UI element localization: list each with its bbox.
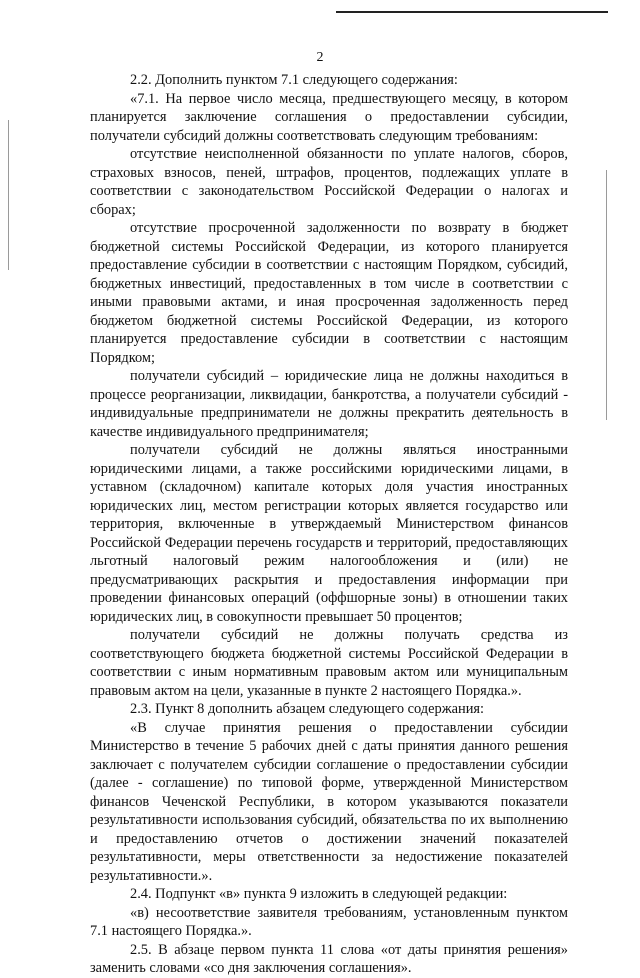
right-margin-scan-mark xyxy=(606,170,607,420)
page-number: 2 xyxy=(316,50,324,65)
paragraph-no-other-funds: получатели субсидий не должны получать средства из соответствующего бюджета бюджетной системы Российской Федерации в соответствии с иным нормативным правовым актом или муниципальным правовым актом на цели, указанные в пункте 2 настоящего Порядка.». xyxy=(90,627,568,699)
paragraph-no-overdue-debt: отсутствие просроченной задолженности по возврату в бюджет бюджетной системы Российской Федерации, из которого планируется предоставление субсидии в соответствии с настоящим Порядком, субсидий, бюджетных инвестиций, предоставленных в том числе в соответствии с иными правовыми актами, и иная просроченная задолженность перед бюджетом бюджетной системы Российской Федерации, из которого планируется предоставление субсидии в соответствии с настоящим Порядком; xyxy=(90,220,568,366)
paragraph-2-5: 2.5. В абзаце первом пункта 11 слова «от даты принятия решения» заменить словами «со дня заключения соглашения». xyxy=(90,941,568,976)
document-body xyxy=(90,71,568,978)
paragraph-not-foreign-entity: получатели субсидий не должны являться иностранными юридическими лицами, а также российскими юридическими лицами, в уставном (складочном) капитале которых доля участия иностранных юридических лиц, местом регистрации которых является государство или территория, включенные в утверждаемый Министерством финансов Российской Федерации перечень государств и территорий, предоставляющих льготный налоговый режим налогообложения и (или) не предусматривающих раскрытия и предоставления информации при проведении финансовых операций (оффшорные зоны) в отношении таких юридических лиц, в совокупности превышает 50 процентов; xyxy=(90,442,568,625)
paragraph-subpoint-v: «в) несоответствие заявителя требованиям, установленным пунктом 7.1 настоящего Порядка.». xyxy=(90,904,568,939)
paragraph-2-3: 2.3. Пункт 8 дополнить абзацем следующего содержания: xyxy=(130,701,485,717)
paragraph-no-reorganization: получатели субсидий – юридические лица не должны находиться в процессе реорганизации, ликвидации, банкротства, а получатели субсидий - индивидуальные предприниматели не должны прекратить деятельность в качестве индивидуального предпринимателя; xyxy=(90,368,568,440)
paragraph-2-4: 2.4. Подпункт «в» пункта 9 изложить в следующей редакции: xyxy=(130,886,508,902)
top-rule xyxy=(336,11,608,13)
left-margin-scan-mark xyxy=(8,120,9,270)
paragraph-no-tax-debt: отсутствие неисполненной обязанности по уплате налогов, сборов, страховых взносов, пеней, штрафов, процентов, подлежащих уплате в соответствии с законодательством Российской Федерации о налогах и сборах; xyxy=(90,146,568,218)
paragraph-7-1-intro: «7.1. На первое число месяца, предшествующего месяцу, в котором планируется заключение соглашения о предоставлении субсидии, получатели субсидий должны соответствовать следующим требованиям: xyxy=(90,90,568,144)
paragraph-agreement-quote: «В случае принятия решения о предоставлении субсидии Министерство в течение 5 рабочих дней с даты принятия данного решения заключает с получателем субсидии соглашение о предоставлении субсидии (далее - соглашение) по типовой форме, утвержденной Министерством финансов Чеченской Республики, в котором указываются показатели результативности использования субсидий, обязательства по их выполнению и предоставлению отчетов о достижении значений показателей результативности, меры ответственности за недостижение показателей результативности.». xyxy=(90,719,568,884)
paragraph-2-2: 2.2. Дополнить пунктом 7.1 следующего содержания: xyxy=(130,72,458,88)
